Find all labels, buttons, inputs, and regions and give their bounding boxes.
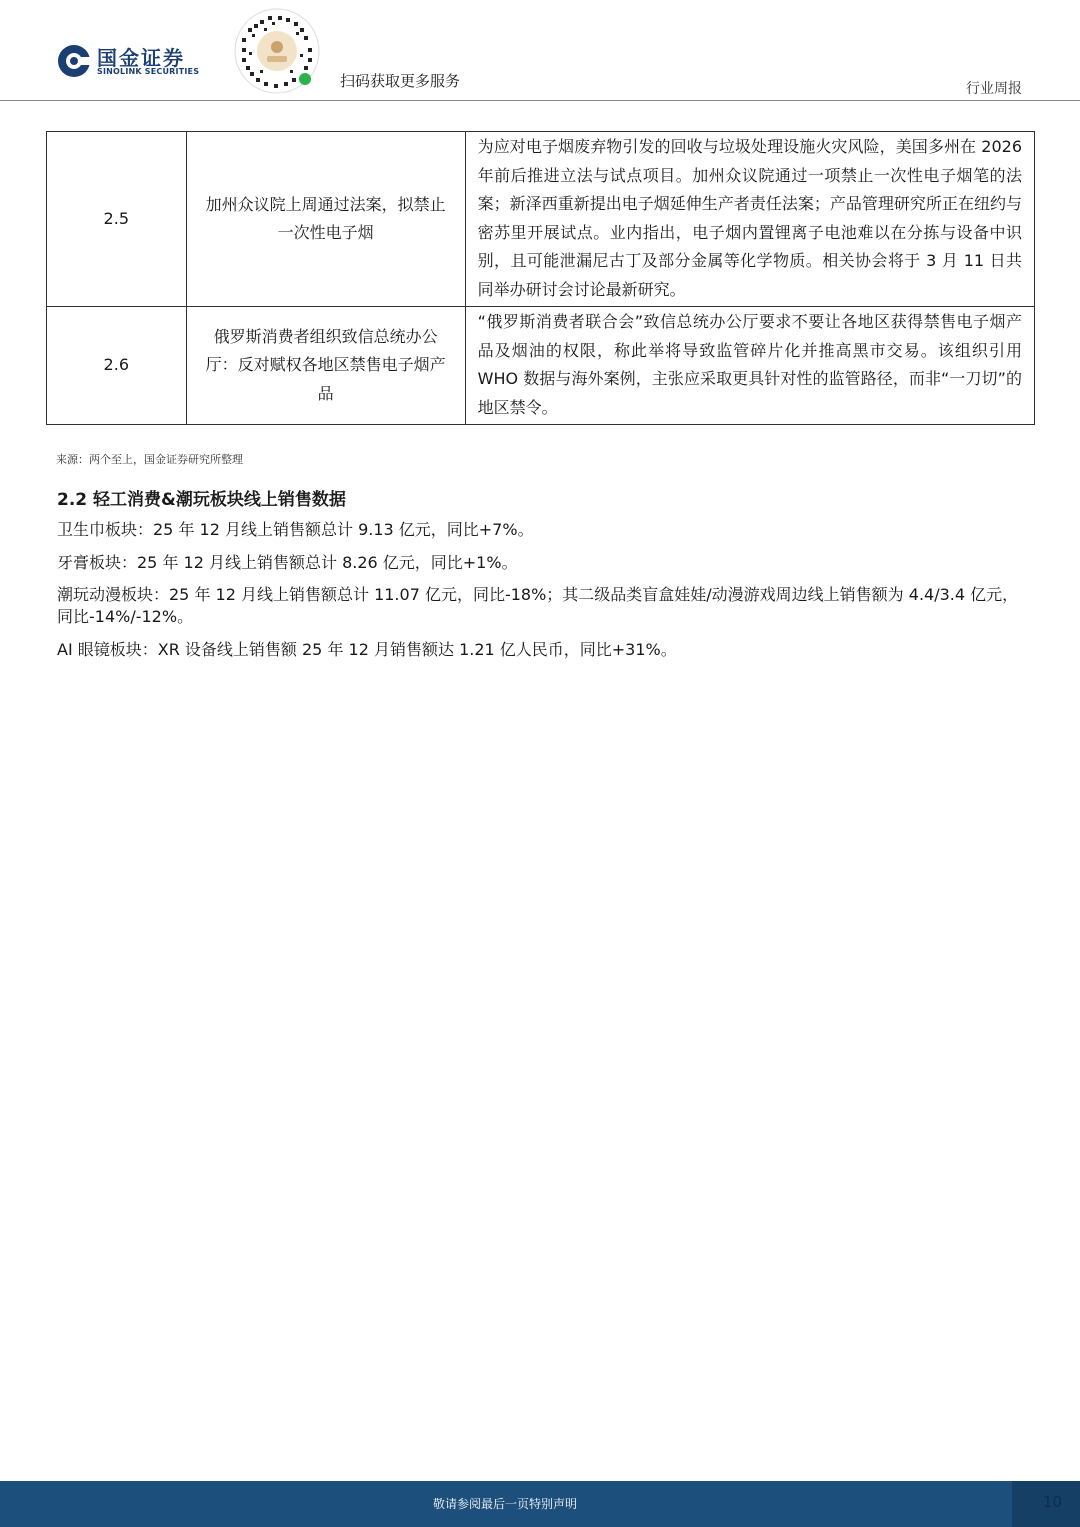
- paragraph-ai-glasses: AI 眼镜板块：XR 设备线上销售额 25 年 12 月销售额达 1.21 亿人民币，同比+31%。: [57, 640, 677, 659]
- page-footer: [0, 1481, 1080, 1527]
- row-description: “俄罗斯消费者联合会”致信总统办公厅要求不要让各地区获得禁售电子烟产品及烟油的权限，称此举将导致监管碎片化并推高黑市交易。该组织引用 WHO 数据与海外案例，主张应采取更具针对性的监管路径，而非“一刀切”的地区禁令。: [465, 307, 1034, 425]
- row-title: 俄罗斯消费者组织致信总统办公厅：反对赋权各地区禁售电子烟产品: [186, 307, 465, 425]
- row-description: 为应对电子烟废弃物引发的回收与垃圾处理设施火灾风险，美国多州在 2026 年前后推进立法与试点项目。加州众议院通过一项禁止一次性电子烟笔的法案；新泽西重新提出电子烟延伸生产者责任法案；产品管理研究所正在纽约与密苏里开展试点。业内指出，电子烟内置锂离子电池难以在分拣与设备中识别，且可能泄漏尼古丁及部分金属等化学物质。相关协会将于 3 月 11 日共同举办研讨会讨论最新研究。: [465, 132, 1034, 307]
- section-heading: 2.2 轻工消费&潮玩板块线上销售数据: [57, 490, 346, 510]
- table-row: [47, 132, 1035, 307]
- header-divider: [0, 100, 1080, 101]
- table-source-note: 来源：两个至上，国金证券研究所整理: [56, 453, 243, 466]
- row-number: 2.5: [47, 132, 187, 307]
- events-table: [46, 131, 1035, 425]
- sinolink-logo-icon: [57, 44, 91, 78]
- qr-caption: 扫码获取更多服务: [340, 72, 461, 90]
- table-row: [47, 307, 1035, 425]
- row-title: 加州众议院上周通过法案，拟禁止一次性电子烟: [186, 132, 465, 307]
- logo-cn-text: 国金证券: [97, 46, 185, 70]
- qr-code-icon[interactable]: [234, 8, 320, 94]
- footer-notice[interactable]: 敬请参阅最后一页特别声明: [432, 1497, 577, 1511]
- paragraph-sanitary-pads: 卫生巾板块：25 年 12 月线上销售额总计 9.13 亿元，同比+7%。: [57, 520, 534, 539]
- logo-en-text: SINOLINK SECURITIES: [97, 67, 200, 76]
- report-type-label: 行业周报: [966, 81, 1022, 97]
- paragraph-toys-anime: 潮玩动漫板块：25 年 12 月线上销售额总计 11.07 亿元，同比-18%；其二级品类盲盒娃娃/动漫游戏周边线上销售额为 4.4/3.4 亿元，同比-14%/-12%。: [57, 585, 1019, 626]
- row-number: 2.6: [47, 307, 187, 425]
- page-number: 10: [1042, 1493, 1062, 1511]
- page-header: [0, 0, 1080, 102]
- sinolink-logo: [57, 42, 227, 82]
- paragraph-toothpaste: 牙膏板块：25 年 12 月线上销售额总计 8.26 亿元，同比+1%。: [57, 553, 518, 572]
